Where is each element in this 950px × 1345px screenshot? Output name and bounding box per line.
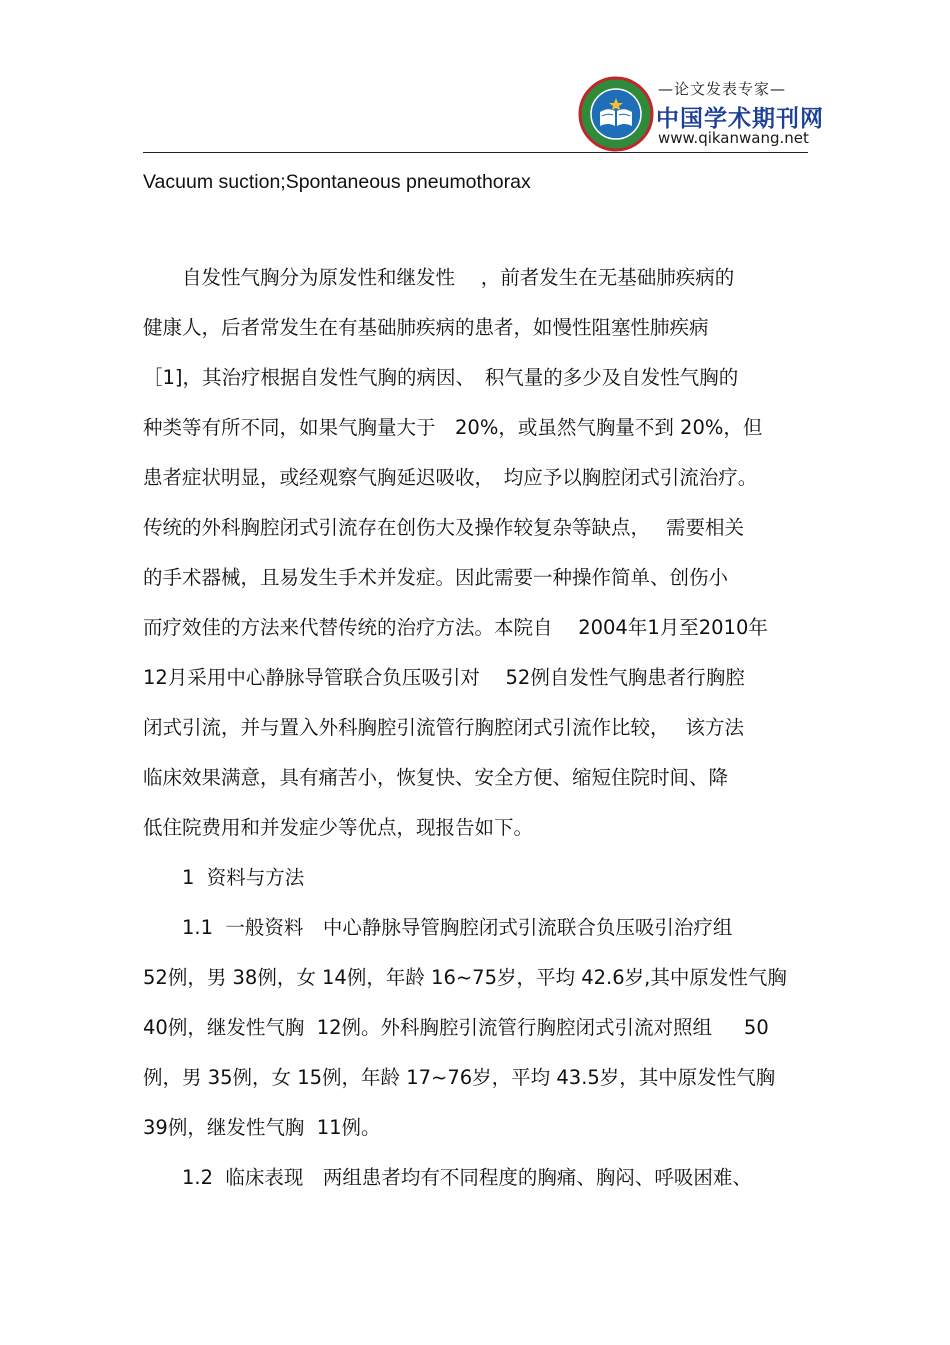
section-heading: 1 资料与方法 <box>143 866 305 889</box>
body-line: 12月采用中心静脉导管联合负压吸引对 52例自发性气胸患者行胸腔 <box>143 666 745 689</box>
body-line: 健康人，后者常发生在有基础肺疾病的患者，如慢性阻塞性肺疾病 <box>143 316 709 339</box>
body-line: 低住院费用和并发症少等优点，现报告如下。 <box>143 816 534 839</box>
body-line: 传统的外科胸腔闭式引流存在创伤大及操作较复杂等缺点， 需要相关 <box>143 516 744 539</box>
body-line: 39例，继发性气胸 11例。 <box>143 1116 381 1139</box>
body-line: 闭式引流，并与置入外科胸腔引流管行胸腔闭式引流作比较， 该方法 <box>143 716 744 739</box>
body-line: 而疗效佳的方法来代替传统的治疗方法。本院自 2004年1月至2010年 <box>143 616 768 639</box>
body-line: 患者症状明显，或经观察气胸延迟吸收， 均应予以胸腔闭式引流治疗。 <box>143 466 758 489</box>
logo-site-url[interactable]: www.qikanwang.net <box>658 129 809 147</box>
body-line: 52例，男 38例，女 14例，年龄 16~75岁，平均 42.6岁,其中原发性气胸 <box>143 966 787 989</box>
body-line: 40例，继发性气胸 12例。外科胸腔引流管行胸腔闭式引流对照组 50 <box>143 1016 769 1039</box>
logo-site-name: 中国学术期刊网 <box>656 106 824 132</box>
body-line: 临床效果满意，具有痛苦小，恢复快、安全方便、缩短住院时间、降 <box>143 766 729 789</box>
body-line: 种类等有所不同，如果气胸量大于 20%，或虽然气胸量不到 20%，但 <box>143 416 763 439</box>
site-logo[interactable] <box>578 76 824 154</box>
body-line: ［1]，其治疗根据自发性气胸的病因、 积气量的多少及自发性气胸的 <box>143 366 739 389</box>
subsection-line: 1.1 一般资料 中心静脉导管胸腔闭式引流联合负压吸引治疗组 <box>143 916 733 939</box>
logo-slogan: —论文发表专家— <box>658 80 787 98</box>
body-line: 自发性气胸分为原发性和继发性 ，前者发生在无基础肺疾病的 <box>143 266 735 289</box>
subsection-line: 1.2 临床表现 两组患者均有不同程度的胸痛、胸闷、呼吸困难、 <box>143 1166 752 1189</box>
body-line: 例，男 35例，女 15例，年龄 17~76岁，平均 43.5岁，其中原发性气胸 <box>143 1066 776 1089</box>
english-keywords: Vacuum suction;Spontaneous pneumothorax <box>143 171 531 193</box>
seal-icon <box>578 76 654 152</box>
body-line: 的手术器械，且易发生手术并发症。因此需要一种操作简单、创伤小 <box>143 566 729 589</box>
header-divider <box>143 152 808 153</box>
